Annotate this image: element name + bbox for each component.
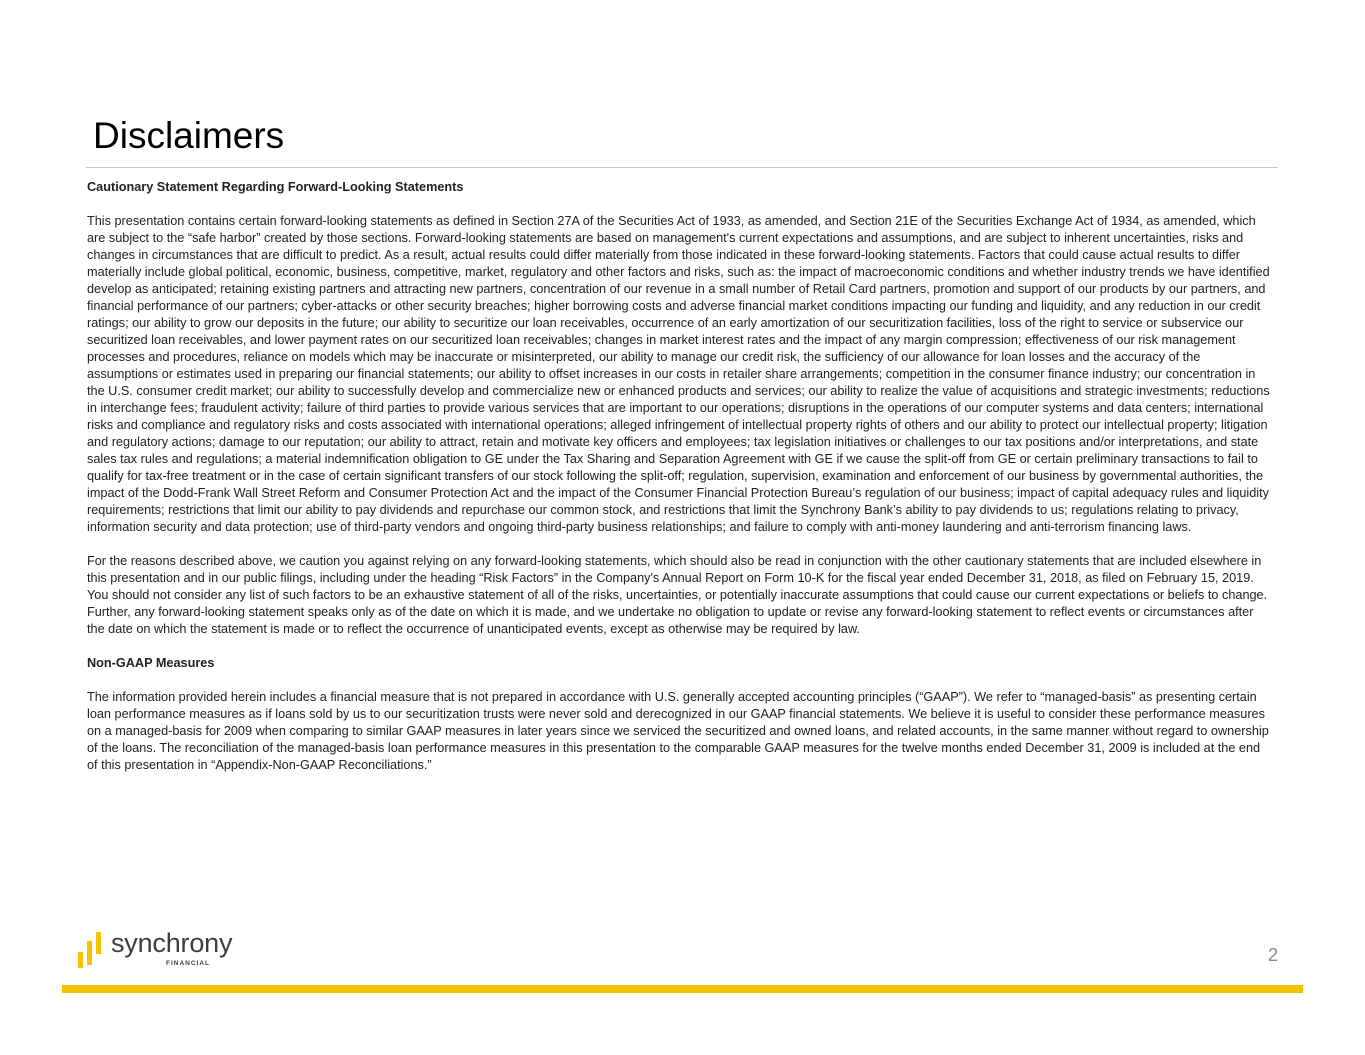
logo-subtext: FINANCIAL [166,960,211,967]
logo-bars-icon [78,932,108,968]
title-divider [86,167,1278,168]
forward-looking-paragraph-2: For the reasons described above, we caution you against relying on any forward-looking statements, which should also be read in conjunction with the other cautionary statements that are included elsewhere in this presentation and in our public filings, including under the heading “Risk Factors” in the Company's Annual Report on Form 10-K for the fiscal year ended December 31, 2018, as filed on February 15, 2019. You should not consider any list of such factors to be an exhaustive statement of all of the risks, uncertainties, or potentially inaccurate assumptions that could cause our current expectations or beliefs to change. Further, any forward-looking statement speaks only as of the date on which it is made, and we undertake no obligation to update or revise any forward-looking statement to reflect events or circumstances after the date on which the statement is made or to reflect the occurrence of unanticipated events, except as otherwise may be required by law. [87,554,1268,636]
forward-looking-heading: Cautionary Statement Regarding Forward-Looking Statements [87,180,464,194]
forward-looking-paragraph-1: This presentation contains certain forward-looking statements as defined in Section 27A of the Securities Act of 1933, as amended, and Section 21E of the Securities Exchange Act of 1934, as amended, which are subject to the “safe harbor” created by those sections. Forward-looking statements are based on management's current expectations and assumptions, and are subject to inherent uncertainties, risks and changes in circumstances that are difficult to predict. As a result, actual results could differ materially from those indicated in these forward-looking statements. Factors that could cause actual results to differ materially include global political, economic, business, competitive, market, regulatory and other factors and risks, such as: the impact of macroeconomic conditions and whether industry trends we have identified develop as anticipated; retaining existing partners and attracting new partners, concentration of our revenue in a small number of Retail Card partners, promotion and support of our products by our partners, and financial performance of our partners; cyber-attacks or other security breaches; higher borrowing costs and adverse financial market conditions impacting our funding and liquidity, and any reduction in our credit ratings; our ability to grow our deposits in the future; our ability to securitize our loan receivables, occurrence of an early amortization of our securitization facilities, loss of the right to service or subservice our securitized loan receivables, and lower payment rates on our securitized loan receivables; changes in market interest rates and the impact of any margin compression; effectiveness of our risk management processes and procedures, reliance on models which may be inaccurate or misinterpreted, our ability to manage our credit risk, the sufficiency of our allowance for loan losses and the accuracy of the assumptions or estimates used in preparing our financial statements; our ability to offset increases in our costs in retailer share arrangements; competition in the consumer finance industry; our concentration in the U.S. consumer credit market; our ability to successfully develop and commercialize new or enhanced products and services; our ability to realize the value of acquisitions and strategic investments; reductions in interchange fees; fraudulent activity; failure of third parties to provide various services that are important to our operations; disruptions in the operations of our computer systems and data centers; international risks and compliance and regulatory risks and costs associated with international operations; alleged infringement of intellectual property rights of others and our ability to protect our intellectual property; litigation and regulatory actions; damage to our reputation; our ability to attract, retain and motivate key officers and employees; tax legislation initiatives or challenges to our tax positions and/or interpretations, and state sales tax rules and regulations; a material indemnification obligation to GE under the Tax Sharing and Separation Agreement with GE if we cause the split-off from GE or certain preliminary transactions to fail to qualify for tax-free treatment or in the case of certain significant transfers of our stock following the split-off; regulation, supervision, examination and enforcement of our business by governmental authorities, the impact of the Dodd-Frank Wall Street Reform and Consumer Protection Act and the impact of the Consumer Financial Protection Bureau’s regulation of our business; impact of capital adequacy rules and liquidity requirements; restrictions that limit our ability to pay dividends and repurchase our common stock, and restrictions that limit the Synchrony Bank’s ability to pay dividends to us; regulations relating to privacy, information security and data protection; use of third-party vendors and ongoing third-party business relationships; and failure to comply with anti-money laundering and anti-terrorism financing laws. [87,214,1270,534]
footer-accent-bar [62,985,1303,993]
non-gaap-heading: Non-GAAP Measures [87,656,215,670]
disclaimer-body [87,179,1272,791]
logo-wordmark: synchrony [111,928,233,958]
non-gaap-paragraph: The information provided herein includes a financial measure that is not prepared in accordance with U.S. generally accepted accounting principles (“GAAP”). We refer to “managed-basis” as presenting certain loan performance measures as if loans sold by us to our securitization trusts were never sold and derecognized in our GAAP financial statements. We believe it is useful to consider these performance measures on a managed-basis for 2009 when comparing to similar GAAP measures in later years since we serviced the securitized and owned loans, and related accounts, in the same manner without regard to ownership of the loans. The reconciliation of the managed-basis loan performance measures in this presentation to the comparable GAAP measures for the twelve months ended December 31, 2009 is included at the end of this presentation in “Appendix-Non-GAAP Reconciliations.” [87,690,1269,772]
synchrony-logo [78,928,238,972]
page-number: 2 [1267,945,1278,965]
page-title: Disclaimers [93,115,285,156]
